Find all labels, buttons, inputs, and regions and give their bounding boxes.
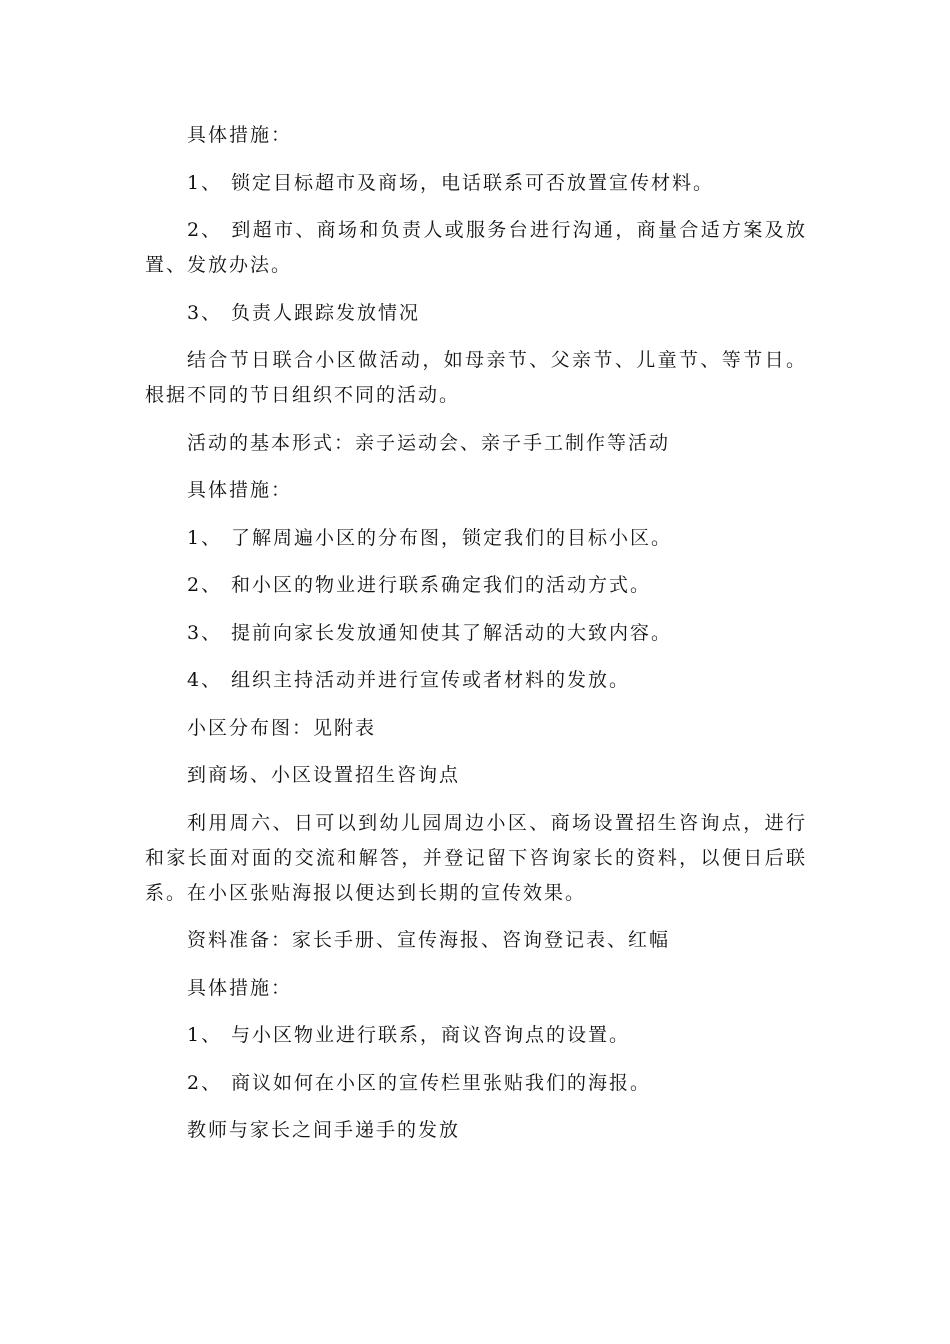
list-item	[145, 568, 807, 603]
list-item	[145, 521, 807, 556]
list-item	[145, 296, 807, 331]
list-item	[145, 166, 807, 201]
list-number: 1、	[187, 526, 223, 549]
paragraph-text: 具体措施：	[187, 976, 293, 999]
list-item	[145, 663, 807, 698]
list-item-text: 了解周遍小区的分布图，锁定我们的目标小区。	[231, 526, 673, 549]
list-number: 2、	[187, 1071, 223, 1094]
paragraph-consultation-details	[145, 806, 807, 911]
paragraph-materials	[145, 923, 807, 958]
list-item-text: 与小区物业进行联系，商议咨询点的设置。	[231, 1024, 631, 1046]
list-number: 3、	[187, 621, 223, 644]
list-number: 1、	[187, 171, 223, 194]
paragraph-hand-to-hand	[145, 1113, 807, 1148]
paragraph-measures-heading	[145, 118, 807, 153]
list-number: 2、	[187, 574, 223, 596]
paragraph-text: 利用周六、日可以到幼儿园周边小区、商场设置招生咨询点，进行和家长面对面的交流和解答，并登记留下咨询家长的资料，以便日后联系。在小区张贴海报以便达到长期的宣传效果。	[145, 811, 807, 904]
paragraph-text: 小区分布图：见附表	[187, 716, 377, 739]
list-number: 4、	[187, 669, 223, 691]
list-number: 2、	[187, 219, 223, 241]
list-item-text: 负责人跟踪发放情况	[231, 301, 421, 324]
list-item-text: 到超市、商场和负责人或服务台进行沟通，商量合适方案及放置、发放办法。	[145, 219, 807, 276]
list-item-text: 提前向家长发放通知使其了解活动的大致内容。	[231, 621, 673, 644]
list-item-text: 和小区的物业进行联系确定我们的活动方式。	[231, 574, 652, 596]
list-item-text: 商议如何在小区的宣传栏里张贴我们的海报。	[231, 1071, 652, 1094]
paragraph-measures-heading	[145, 971, 807, 1006]
paragraph-holiday-activities	[145, 343, 807, 413]
paragraph-text: 活动的基本形式：亲子运动会、亲子手工制作等活动	[187, 431, 671, 454]
list-item	[145, 1018, 807, 1053]
list-number: 1、	[187, 1024, 223, 1046]
list-item-text: 组织主持活动并进行宣传或者材料的发放。	[231, 669, 631, 691]
list-item-text: 锁定目标超市及商场，电话联系可否放置宣传材料。	[231, 171, 715, 194]
paragraph-text: 具体措施：	[187, 124, 293, 146]
paragraph-text: 具体措施：	[187, 479, 293, 501]
paragraph-measures-heading	[145, 473, 807, 508]
paragraph-activity-forms	[145, 426, 807, 461]
paragraph-text: 教师与家长之间手递手的发放	[187, 1119, 461, 1141]
paragraph-distribution-map	[145, 711, 807, 746]
paragraph-text: 到商场、小区设置招生咨询点	[187, 764, 461, 786]
list-number: 3、	[187, 301, 223, 324]
paragraph-consultation-heading	[145, 758, 807, 793]
paragraph-text: 结合节日联合小区做活动，如母亲节、父亲节、儿童节、等节日。根据不同的节日组织不同的活动。	[145, 349, 807, 406]
list-item	[145, 1066, 807, 1101]
list-item	[145, 213, 807, 283]
paragraph-text: 资料准备：家长手册、宣传海报、咨询登记表、红幅	[187, 929, 671, 951]
document-body	[145, 118, 807, 1161]
list-item	[145, 616, 807, 651]
